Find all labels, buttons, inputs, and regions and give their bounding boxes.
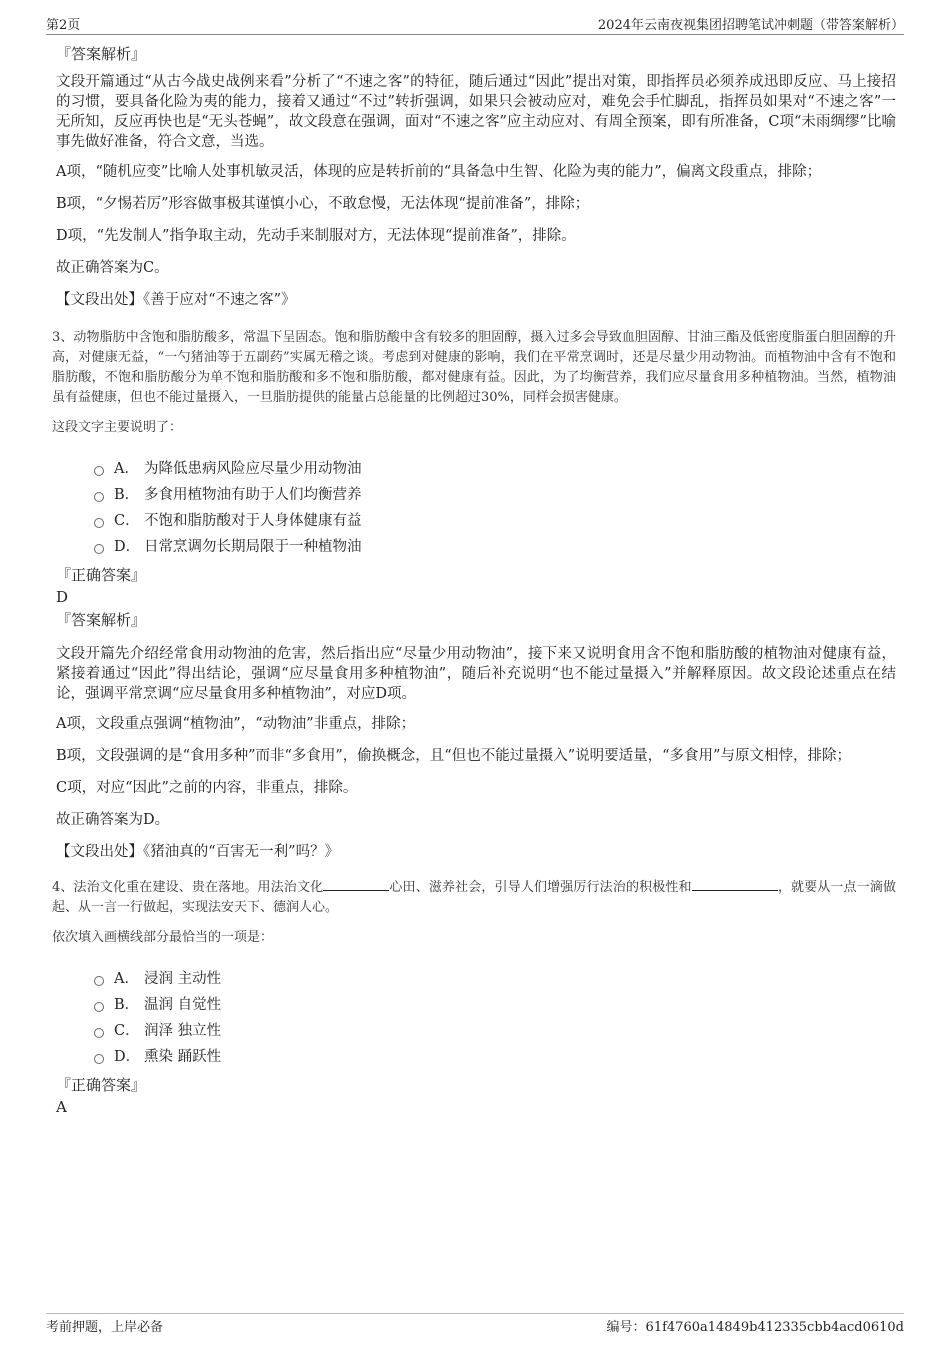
q2-analysis: 文段开篇通过“从古今战史战例来看”分析了“不速之客”的特征，随后通过“因此”提出对策，即指挥员必须养成迅即反应、马上接招的习惯，要具备化险为夷的能力，接着又通过“不过”转折强调，如果只会被动应对，难免会手忙脚乱，指挥员如果对“不速之客”一无所知，反应再快也是“无头苍蝇”，故文段意在强调，面对“不速之客”应主动应对、有周全预案，即有所准备，C项“未雨绸缪”比喻事先做好准备，符合文意，当选。 — [56, 74, 896, 150]
q3-line-a: A项，文段重点强调“植物油”，“动物油”非重点，排除； — [56, 716, 416, 732]
q4-answer-label: 『正确答案』 — [56, 1076, 147, 1094]
radio-icon[interactable] — [94, 492, 104, 502]
radio-icon[interactable] — [94, 1028, 104, 1038]
q3-answer: D — [56, 588, 69, 606]
page-number: 第2页 — [46, 18, 81, 33]
q3-line-b: B项，文段强调的是“食用多种”而非“多食用”，偷换概念，且“但也不能过量摄入”说明要适量，“多食用”与原文相悖，排除； — [56, 748, 851, 764]
q4-options — [94, 966, 896, 1070]
q2-line-a: A项，“随机应变”比喻人处事机敏灵活，体现的应是转折前的“具备急中生智、化险为夷的能力”，偏离文段重点，排除； — [56, 164, 822, 180]
footer-slogan: 考前押题，上岸必备 — [46, 1320, 164, 1335]
main-content — [52, 44, 896, 1120]
q3-option-d[interactable]: D． 日常烹调勿长期局限于一种植物油 — [94, 534, 896, 560]
q3-stem: 3、动物脂肪中含饱和脂肪酸多，常温下呈固态。饱和脂肪酸中含有较多的胆固醇，摄入过多会导致血胆固醇、甘油三酯及低密度脂蛋白胆固醇的升高，对健康无益，“一勺猪油等于五副药”实属无稽之谈。考虑到对健康的影响，我们在平常烹调时，还是尽量少用动物油。而植物油中含有不饱和脂肪酸，不饱和脂肪酸分为单不饱和脂肪酸和多不饱和脂肪酸，都对健康有益。因此，为了均衡营养，我们应尽量食用多种植物油。当然，植物油虽有益健康，但也不能过量摄入，一旦脂肪提供的能量占总能量的比例超过30%，同样会损害健康。 — [52, 330, 896, 405]
radio-icon[interactable] — [94, 976, 104, 986]
document-id: 编号：61f4760a14849b412335cbb4acd0610d — [606, 1320, 904, 1335]
q3-line-c: C项，对应“因此”之前的内容，非重点，排除。 — [56, 780, 358, 796]
document-title: 2024年云南夜视集团招聘笔试冲刺题（带答案解析） — [597, 18, 904, 33]
page-footer — [46, 1313, 904, 1336]
q3-options — [94, 456, 896, 560]
q3-option-a[interactable]: A． 为降低患病风险应尽量少用动物油 — [94, 456, 896, 482]
q4-stem: 4、法治文化重在建设、贵在落地。用法治文化 心田、滋养社会，引导人们增强厉行法治的积极性和 ，就要从一点一滴做起、从一言一行做起，实现法安天下、德润人心。 — [52, 880, 896, 915]
q4-option-b[interactable]: B． 温润 自觉性 — [94, 992, 896, 1018]
q4-option-a[interactable]: A． 浸润 主动性 — [94, 966, 896, 992]
q4-option-c[interactable]: C． 润泽 独立性 — [94, 1018, 896, 1044]
q2-line-d: D项，“先发制人”指争取主动，先动手来制服对方，无法体现“提前准备”，排除。 — [56, 228, 576, 244]
q2-analysis-label: 『答案解析』 — [56, 45, 147, 63]
q4-blank-1 — [323, 878, 389, 891]
radio-icon[interactable] — [94, 518, 104, 528]
page-header — [46, 14, 904, 35]
q3-conclusion: 故正确答案为D。 — [56, 812, 170, 828]
q3-analysis-label: 『答案解析』 — [56, 611, 147, 629]
q3-option-c[interactable]: C． 不饱和脂肪酸对于人身体健康有益 — [94, 508, 896, 534]
radio-icon[interactable] — [94, 544, 104, 554]
q4-ask: 依次填入画横线部分最恰当的一项是： — [52, 930, 274, 945]
q3-source: 【文段出处】《猪油真的“百害无一利”吗？》 — [56, 844, 340, 860]
radio-icon[interactable] — [94, 466, 104, 476]
radio-icon[interactable] — [94, 1054, 104, 1064]
q2-line-b: B项，“夕惕若厉”形容做事极其谨慎小心，不敢怠慢，无法体现“提前准备”，排除； — [56, 196, 590, 212]
q3-ask: 这段文字主要说明了： — [52, 420, 183, 435]
q2-source: 【文段出处】《善于应对“不速之客”》 — [56, 292, 296, 308]
q4-blank-2 — [692, 878, 778, 891]
q3-answer-label: 『正确答案』 — [56, 566, 147, 584]
q3-option-b[interactable]: B． 多食用植物油有助于人们均衡营养 — [94, 482, 896, 508]
q4-answer: A — [56, 1098, 67, 1116]
q4-option-d[interactable]: D． 熏染 踊跃性 — [94, 1044, 896, 1070]
radio-icon[interactable] — [94, 1002, 104, 1012]
q2-conclusion: 故正确答案为C。 — [56, 260, 169, 276]
q3-analysis: 文段开篇先介绍经常食用动物油的危害，然后指出应“尽量少用动物油”，接下来又说明食用含不饱和脂肪酸的植物油对健康有益，紧接着通过“因此”得出结论，强调“应尽量食用多种植物油”，随后补充说明“也不能过量摄入”并解释原因。故文段论述重点在结论，强调平常烹调“应尽量食用多种植物油”，对应D项。 — [56, 646, 896, 702]
